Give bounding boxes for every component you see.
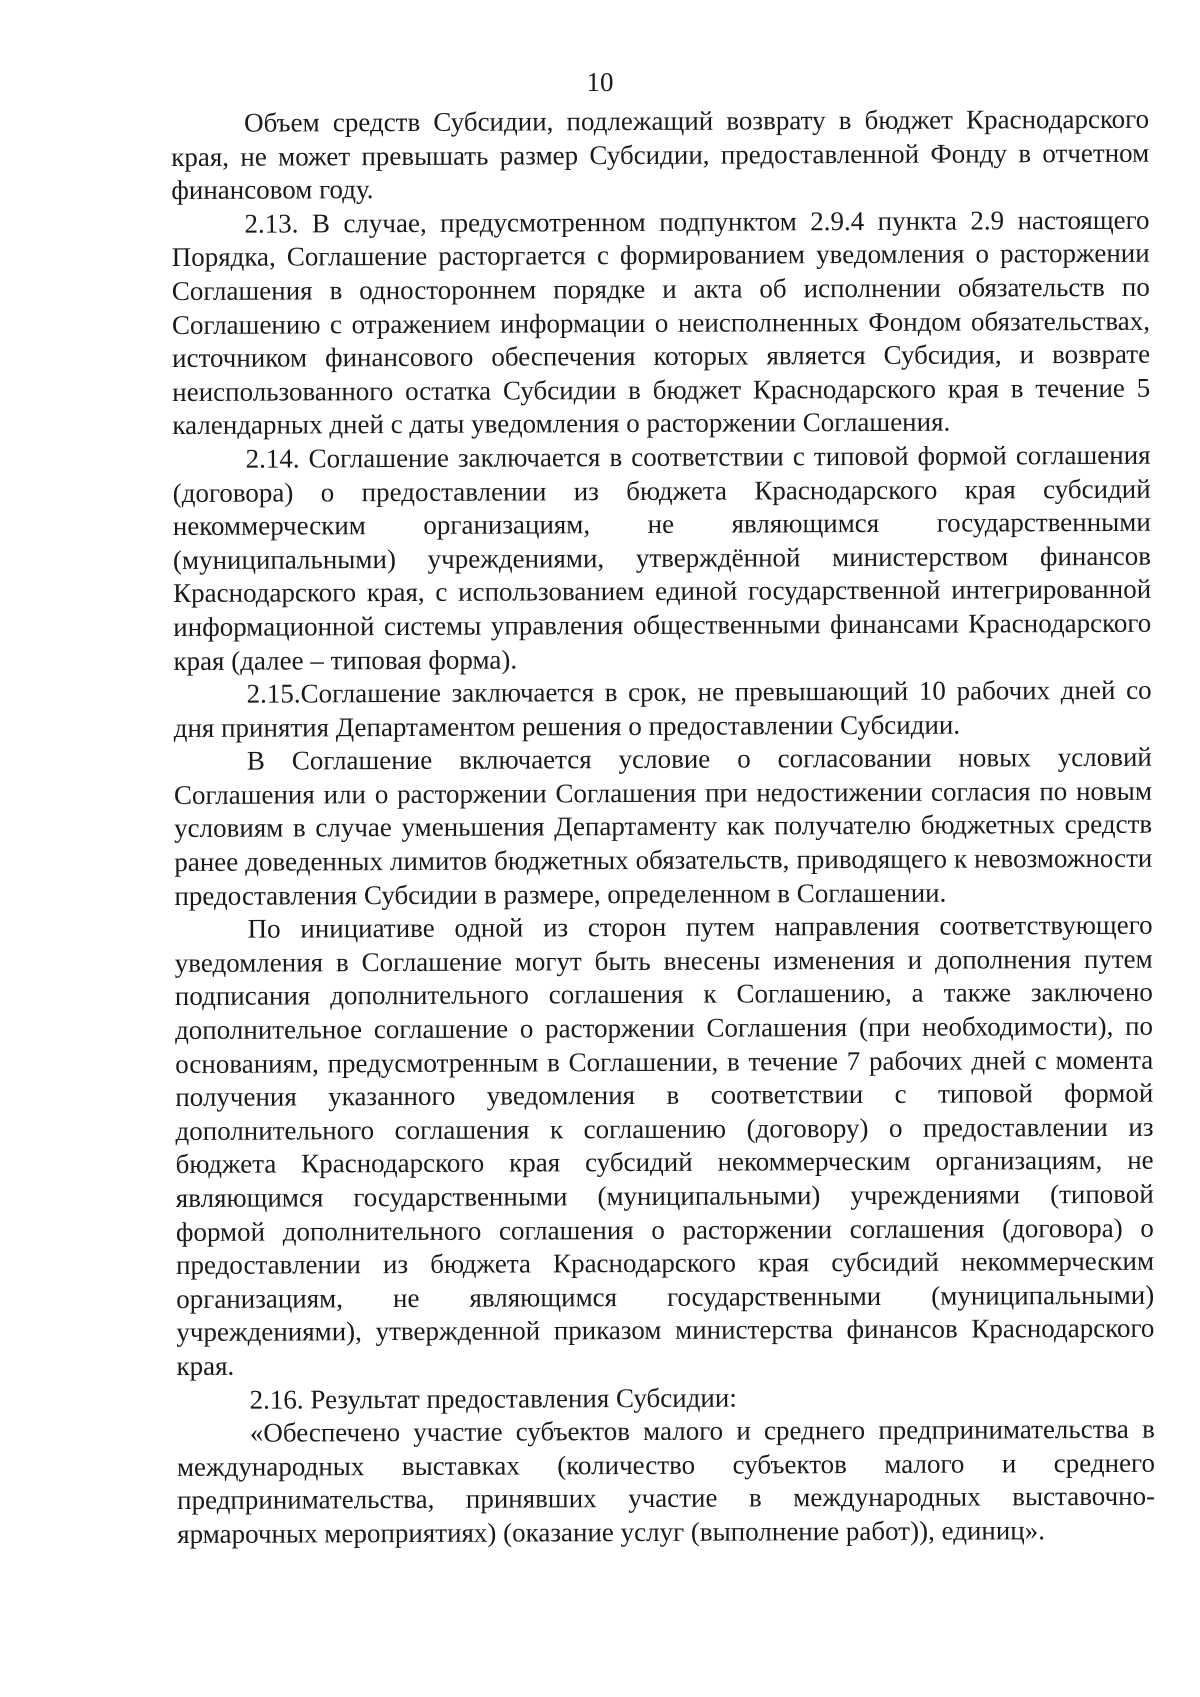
paragraph-2-13: 2.13. В случае, предусмотренном подпунктом 2.9.4 пункта 2.9 настоящего Порядка, Соглашение расторгается с формированием уведомления о расторжении Соглашения в одностороннем порядке и акта об исполнении обязательств по Соглашению с отражением информации о неисполненных Фондом обязательствах, источником финансового обеспечения которых является Субсидия, и возврате неиспользованного остатка Субсидии в бюджет Краснодарского края в течение 5 календарных дней с даты уведомления о расторжении Соглашения.: [171, 204, 1151, 441]
document-body: [171, 103, 1155, 1552]
paragraph-2-14: 2.14. Соглашение заключается в соответствии с типовой формой соглашения (договора) о предоставлении из бюджета Краснодарского края субсидий некоммерческим организациям, не являющимся государственными (муниципальными) учреждениями, утверждённой министерством финансов Краснодарского края, с использованием единой государственной интегрированной информационной системы управления общественными финансами Краснодарского края (далее – типовая форма).: [172, 439, 1152, 676]
paragraph-refund-amount: Объем средств Субсидии, подлежащий возврату в бюджет Краснодарского края, не может превышать размер Субсидии, предоставленной Фонду в отчетном финансовом году.: [171, 103, 1150, 206]
paragraph-new-conditions: В Соглашение включается условие о согласовании новых условий Соглашения или о расторжении Соглашения при недостижении согласия по новым условиям в случае уменьшения Департаменту как получателю бюджетных средств ранее доведенных лимитов бюджетных обязательств, приводящего к невозможности предоставления Субсидии в размере, определенном в Соглашении.: [173, 742, 1153, 911]
paragraph-2-16: 2.16. Результат предоставления Субсидии:: [249, 1382, 737, 1415]
paragraph-result-quote: «Обеспечено участие субъектов малого и среднего предпринимательства в международных выставках (количество субъектов малого и среднего предпринимательства, принявших участие в международных выставочно-ярмарочных мероприятиях) (оказание услуг (выполнение работ)), единиц».: [176, 1413, 1156, 1549]
paragraph-amendments: По инициативе одной из сторон путем направления соответствующего уведомления в Соглашение могут быть внесены изменения и дополнения путем подписания дополнительного соглашения к Соглашению, а также заключено дополнительное соглашение о расторжении Соглашения (при необходимости), по основаниям, предусмотренным в Соглашении, в течение 7 рабочих дней с момента получения указанного уведомления в соответствии с типовой формой дополнительного соглашения к соглашению (договору) о предоставлении из бюджета Краснодарского края субсидий некоммерческим организациям, не являющимся государственными (муниципальными) учреждениями (типовой формой дополнительного соглашения о расторжении соглашения (договора) о предоставлении из бюджета Краснодарского края субсидий некоммерческим организациям, не являющимся государственными (муниципальными) учреждениями), утвержденной приказом министерства финансов Краснодарского края.: [174, 909, 1155, 1381]
paragraph-2-15: 2.15.Соглашение заключается в срок, не превышающий 10 рабочих дней со дня принятия Департаментом решения о предоставлении Субсидии.: [173, 674, 1152, 743]
page-number: 10: [586, 67, 614, 97]
